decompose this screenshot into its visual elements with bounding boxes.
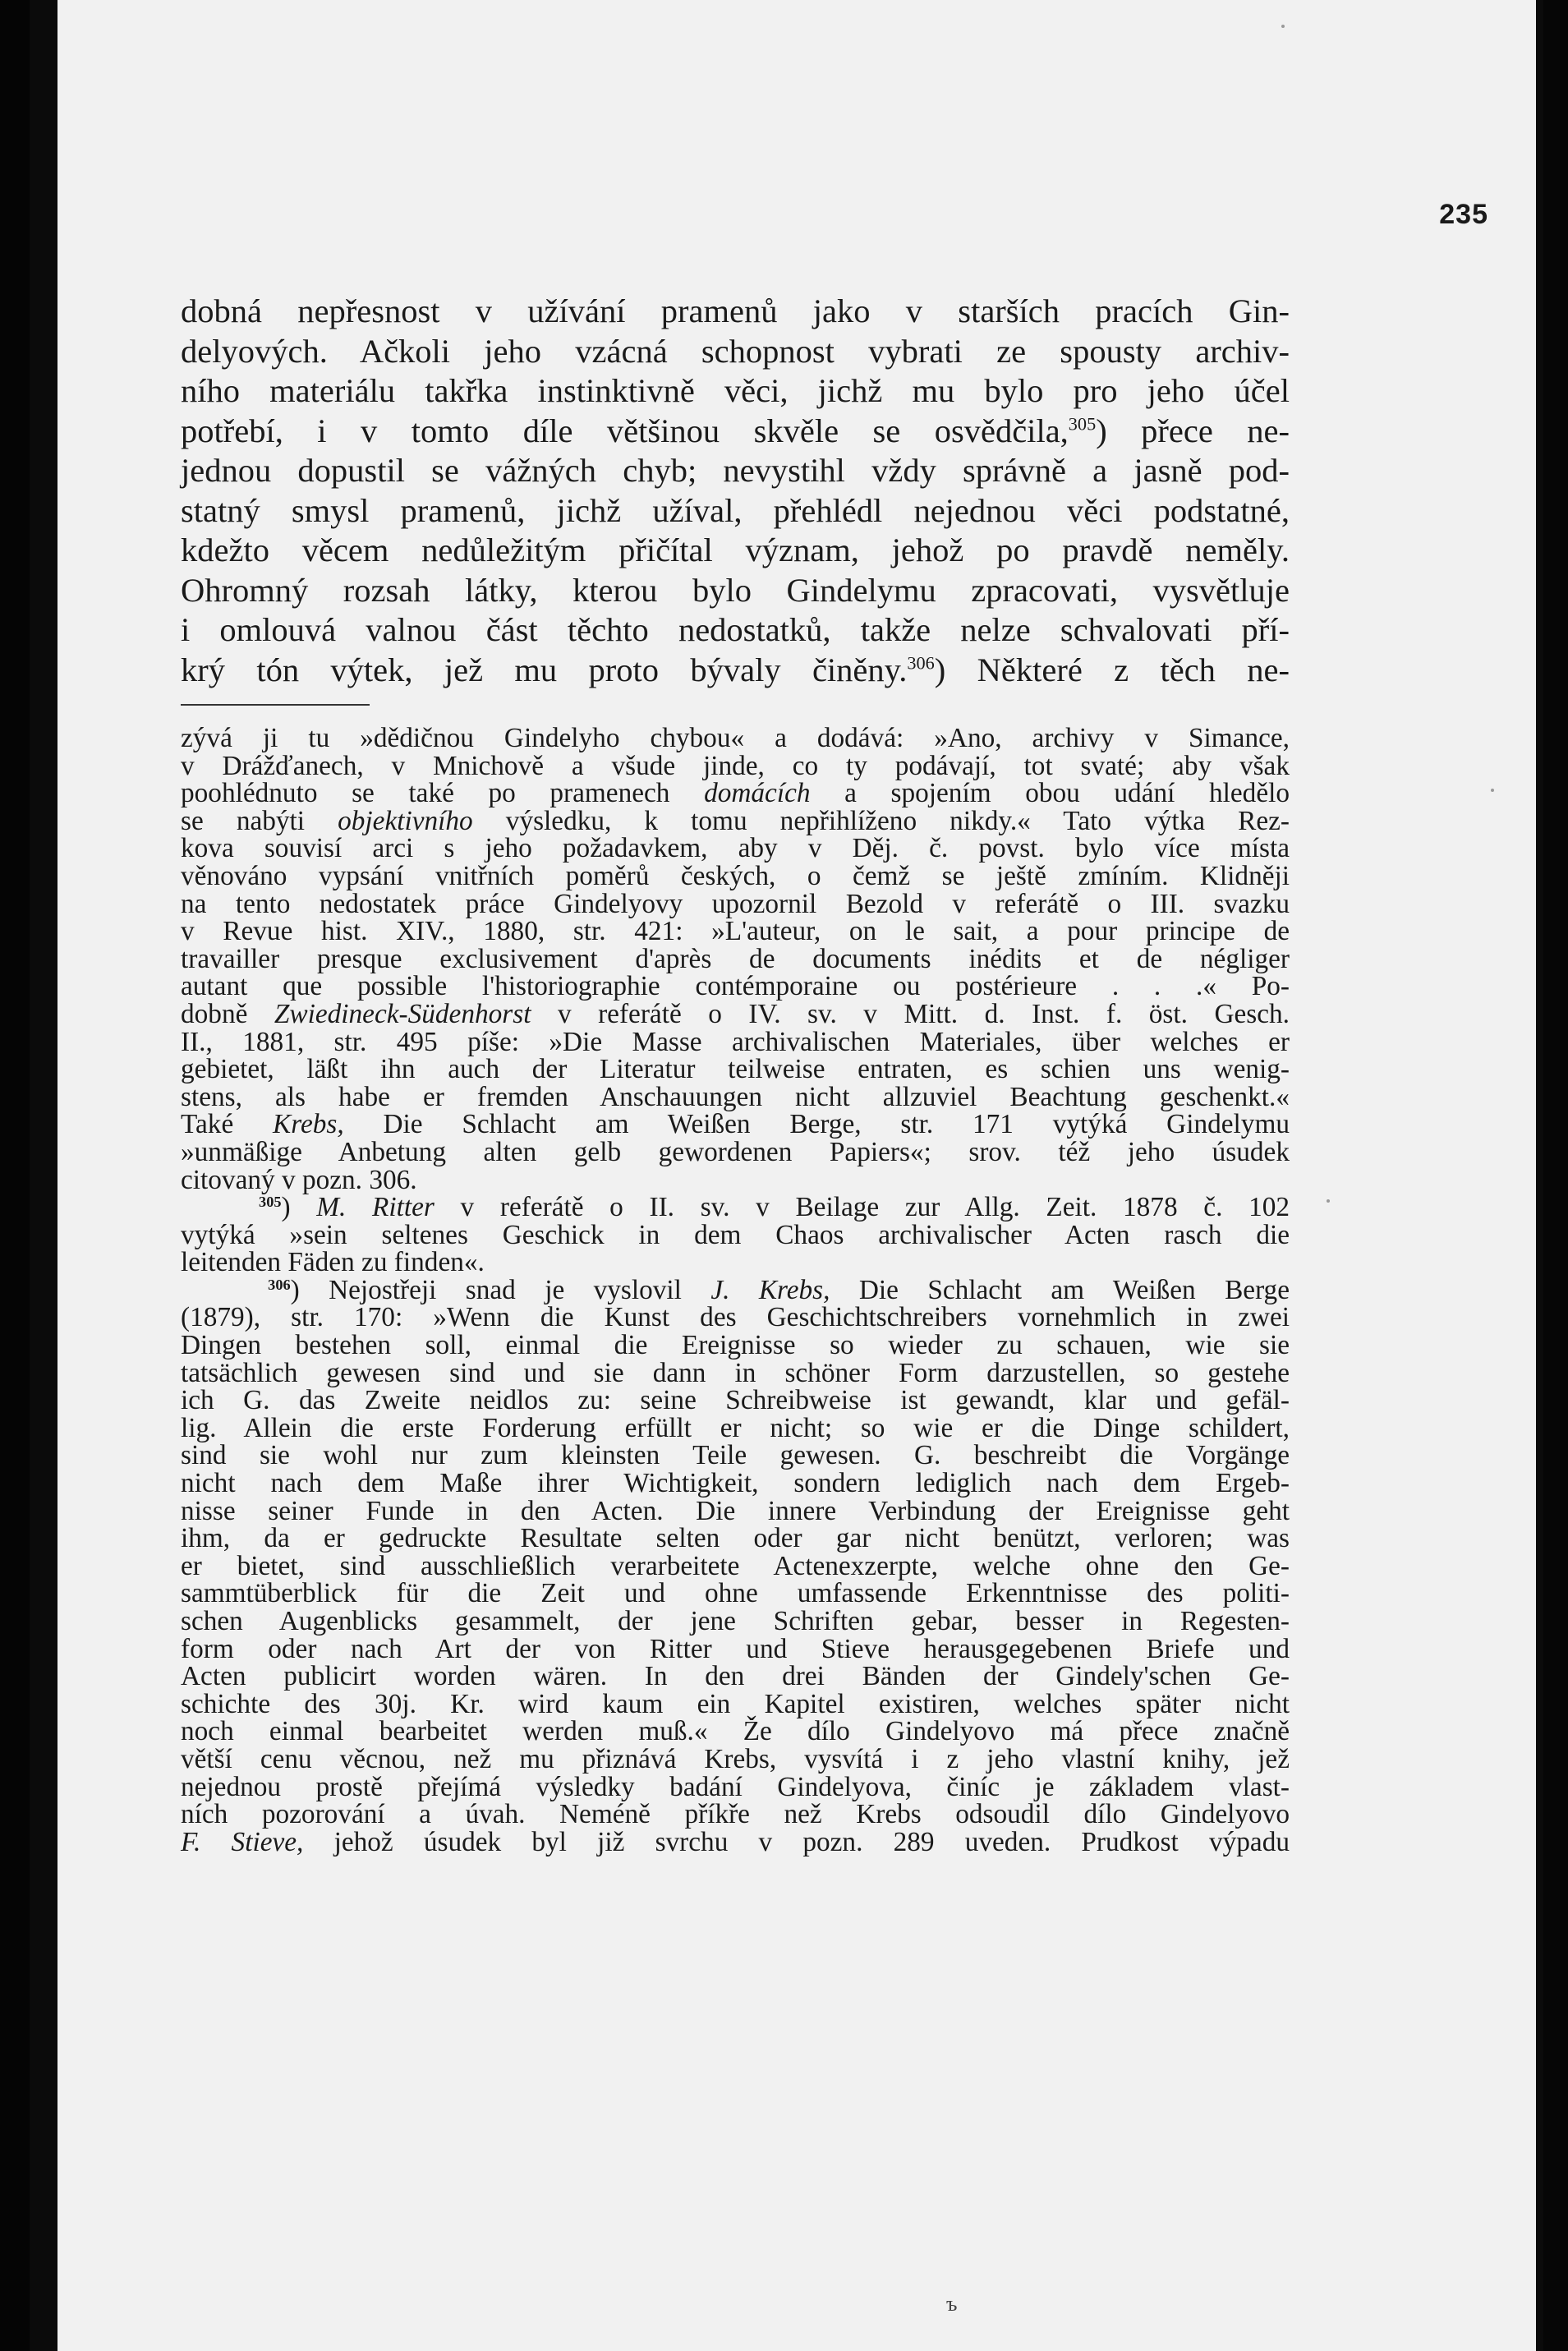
footnote-line: Dingen bestehen soll, einmal die Ereignisse so wieder zu schauen, wie sie xyxy=(181,1330,1290,1361)
book-page xyxy=(57,0,1536,2351)
footnote-line: autant que possible l'historiographie contémporaine ou postérieure . . .« Po- xyxy=(181,971,1290,1002)
footnote-text: jehož úsudek byl již svrchu v pozn. 289 uveden. Prudkost výpadu xyxy=(333,1826,1290,1857)
footnote-italic: Zwiedineck-Südenhorst xyxy=(274,998,531,1029)
footnote-line: gebietet, läßt ihn auch der Literatur teilweise entraten, es schien uns wenig- xyxy=(181,1054,1290,1085)
footnote-italic: Krebs, xyxy=(273,1109,344,1140)
page-bottom-mark: ъ xyxy=(946,2292,958,2316)
page-number: 235 xyxy=(1439,199,1488,230)
body-line: ního materiálu takřka instinktivně věci, jichž mu bylo pro jeho účel xyxy=(181,372,1290,409)
footnote-line: nisse seiner Funde in den Acten. Die innere Verbindung der Ereignisse geht xyxy=(181,1495,1290,1526)
body-line: Ohromný rozsah látky, kterou bylo Gindelymu zpracovati, vysvětluje xyxy=(181,571,1290,609)
footnote-line: tatsächlich gewesen sind und sie dann in schöner Form darzustellen, so gestehe xyxy=(181,1357,1290,1388)
footnote-line: travailler presque exclusivement d'après de documents inédits et de négliger xyxy=(181,943,1290,974)
footnote-ref-306[interactable]: 306 xyxy=(907,652,935,674)
footnote-author: F. Stieve, xyxy=(181,1826,304,1857)
body-line: i omlouvá valnou část těchto nedostatků, takže nelze schvalovati pří- xyxy=(181,611,1290,648)
footnote-line: vytýká »sein seltenes Geschick in dem Chaos archivalischer Acten rasch die xyxy=(181,1219,1290,1250)
footnote-author: M. Ritter xyxy=(316,1192,435,1223)
footnote-text: dobně xyxy=(181,998,248,1029)
body-line xyxy=(181,651,1290,691)
footnote-line: ihm, da er gedruckte Resultate selten oder gar nicht benützt, verloren; was xyxy=(181,1523,1290,1554)
footnote-line: v Drážďanech, v Mnichově a všude jinde, co ty podávají, tot svaté; aby však xyxy=(181,750,1290,781)
footnote-mark-306: 306 xyxy=(268,1276,291,1293)
footnote-line xyxy=(181,1826,1290,1857)
footnote-line xyxy=(181,807,1290,835)
body-line: jednou dopustil se vážných chyb; nevystihl vždy správně a jasně pod- xyxy=(181,452,1290,489)
footnote-line: »unmäßige Anbetung alten gelb gewordenen Papiers«; srov. též jeho úsudek xyxy=(181,1136,1290,1167)
footnote-line: nicht nach dem Maße ihrer Wichtigkeit, sondern lediglich nach dem Ergeb- xyxy=(181,1468,1290,1499)
body-line-text: ) přece ne- xyxy=(1096,412,1290,449)
footnote-text: poohlédnuto se také po pramenech xyxy=(181,778,670,809)
footnote-line xyxy=(181,998,1290,1029)
footnote-line: zývá ji tu »dědičnou Gindelyho chybou« a dodává: »Ano, archivy v Simance, xyxy=(181,723,1290,753)
footnote-line: kova souvisí arci s jeho požadavkem, aby v Děj. č. povst. bylo více místa xyxy=(181,833,1290,864)
footnotes xyxy=(181,725,1290,1856)
footnote-text: výsledku, k tomu nepřihlíženo nikdy.« Tato výtka Rez- xyxy=(505,805,1290,836)
body-line-text: ) xyxy=(934,651,977,688)
footnote-mark-305: 305 xyxy=(259,1194,282,1211)
footnote-line: (1879), str. 170: »Wenn die Kunst des Geschichtschreibers vornehmlich in zwei xyxy=(181,1302,1290,1333)
footnote-italic: domácích xyxy=(704,778,811,809)
footnote-line: sammtüberblick für die Zeit und ohne umfassende Erkenntnisse des politi- xyxy=(181,1578,1290,1609)
footnote-divider xyxy=(181,704,370,706)
footnote-line xyxy=(181,1111,1290,1139)
footnote-line: na tento nedostatek práce Gindelyovy upozornil Bezold v referátě o III. svazku xyxy=(181,888,1290,919)
footnote-line xyxy=(181,780,1290,807)
footnote-italic: objektivního xyxy=(338,805,473,836)
footnote-line: stens, als habe er fremden Anschauungen nicht allzuviel Beachtung geschenkt.« xyxy=(181,1081,1290,1112)
footnote-line: v Revue hist. XIV., 1880, str. 421: »L'auteur, on le sait, a pour principe de xyxy=(181,916,1290,947)
footnote-line: er bietet, sind ausschließlich verarbeitete Actenexzerpte, welche ohne den Ge- xyxy=(181,1550,1290,1581)
scan-speck xyxy=(1281,25,1285,28)
footnote-ref-305[interactable]: 305 xyxy=(1068,413,1097,435)
footnote-text: v referátě o II. sv. v Beilage zur Allg. Zeit. 1878 č. 102 xyxy=(460,1192,1290,1223)
body-line: kdežto věcem nedůležitým přičítal význam, jehož po pravdě neměly. xyxy=(181,531,1290,568)
scan-speck xyxy=(1491,789,1494,792)
footnote-text: ) Nejostřeji snad je vyslovil xyxy=(290,1274,682,1305)
scan-border-left xyxy=(0,0,30,2351)
footnote-text: v referátě o IV. sv. v Mitt. d. Inst. f. öst. Gesch. xyxy=(557,998,1290,1029)
footnote-line: noch einmal bearbeitet werden muß.« Že dílo Gindelyovo má přece značně xyxy=(181,1716,1290,1747)
footnote-line: lig. Allein die erste Forderung erfüllt er nicht; so wie er die Dinge schildert, xyxy=(181,1412,1290,1443)
body-line-text: Některé z těch ne- xyxy=(977,651,1290,688)
footnote-line: schen Augenblicks gesammelt, der jene Schriften gebar, besser in Regesten- xyxy=(181,1606,1290,1636)
footnote-line: schichte des 30j. Kr. wird kaum ein Kapitel existiren, welches später nicht xyxy=(181,1688,1290,1719)
footnote-text: Také xyxy=(181,1109,234,1140)
footnote-text: a spojením obou udání hledělo xyxy=(844,778,1290,809)
body-line-text: krý tón výtek, jež mu proto bývaly činěny. xyxy=(181,651,908,688)
footnote-line: nejednou prostě přejímá výsledky badání Gindelyova, činíc je základem vlast- xyxy=(181,1771,1290,1802)
footnote-line: věnováno vypsání vnitřních poměrů českých, o čemž se ještě zmíním. Klidněji xyxy=(181,860,1290,891)
footnote-line: leitenden Fäden zu finden«. xyxy=(181,1247,485,1278)
footnote-text: se nabýti xyxy=(181,805,306,836)
footnote-author: J. Krebs, xyxy=(710,1274,830,1305)
footnote-line: form oder nach Art der von Ritter und Stieve herausgegebenen Briefe und xyxy=(181,1633,1290,1664)
body-line: delyových. Ačkoli jeho vzácná schopnost vybrati ze spousty archiv- xyxy=(181,332,1290,370)
footnote-line: Acten publicirt worden wären. In den drei Bänden der Gindely'schen Ge- xyxy=(181,1661,1290,1692)
body-line: dobná nepřesnost v užívání pramenů jako v starších pracích Gin- xyxy=(181,292,1290,329)
footnote-line: sind sie wohl nur zum kleinsten Teile gewesen. G. beschreibt die Vorgänge xyxy=(181,1440,1290,1471)
body-line xyxy=(181,412,1290,452)
footnote-306 xyxy=(181,1274,1290,1305)
body-text xyxy=(181,292,1290,690)
scan-speck xyxy=(1327,1199,1330,1203)
footnote-305: $^{305}$) M. Ritter v referátě o II. sv. v Beilage zur Allg. Zeit. 1878 č. 102 xyxy=(259,1192,1290,1223)
footnote-line: ních pozorování a úvah. Neméně příkře než Krebs odsoudil dílo Gindelyovo xyxy=(181,1799,1290,1830)
footnote-line: II., 1881, str. 495 píše: »Die Masse archivalischen Materiales, über welches er xyxy=(181,1026,1290,1057)
body-line: statný smysl pramenů, jichž užíval, přehlédl nejednou věci podstatné, xyxy=(181,491,1290,529)
footnote-text: Die Schlacht am Weißen Berge xyxy=(858,1274,1290,1305)
scan-border-right xyxy=(1543,0,1568,2351)
footnote-text: Die Schlacht am Weißen Berge, str. 171 vytýká Gindelymu xyxy=(383,1109,1290,1140)
body-line-text: potřebí, i v tomto díle většinou skvěle se osvědčila, xyxy=(181,412,1069,449)
footnote-line: ich G. das Zweite neidlos zu: seine Schreibweise ist gewandt, klar und gefäl- xyxy=(181,1385,1290,1416)
footnote-line: citovaný v pozn. 306. xyxy=(181,1164,417,1195)
footnote-line: větší cenu věcnou, než mu přiznává Krebs, vysvítá i z jeho vlastní knihy, jež xyxy=(181,1743,1290,1774)
